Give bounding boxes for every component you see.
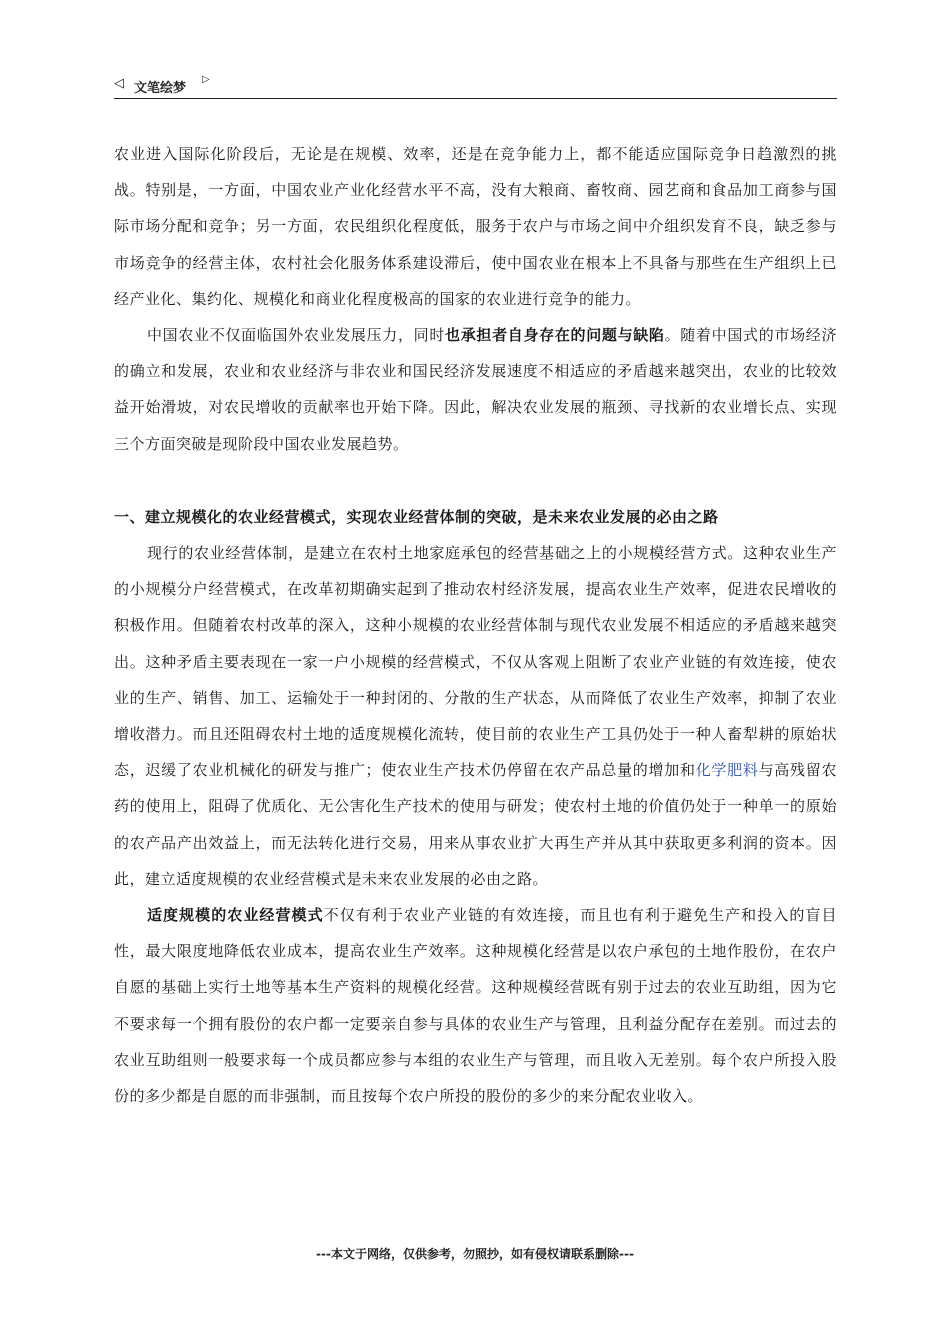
paragraph-4-emphasis: 适度规模的农业经营模式 bbox=[147, 906, 324, 925]
page-footer: ---本文于网络，仅供参考，勿照抄，如有侵权请联系删除--- bbox=[316, 1247, 634, 1261]
document-body bbox=[114, 136, 837, 1114]
page-header bbox=[114, 72, 837, 99]
paragraph-3-text-b: 与高残留农药的使用上，阻碍了优质化、无公害化生产技术的使用与研发；使农村土地的价值仍处于一种单一的原始的农产品产出效益上，而无法转化进行交易，用来从事农业扩大再生产并从其中获取更多利润的资本。因此，建立适度规模的农业经营模式是未来农业发展的必由之路。 bbox=[114, 761, 837, 888]
paragraph-1: 农业进入国际化阶段后，无论是在规模、效率，还是在竞争能力上，都不能适应国际竞争日趋激烈的挑战。特别是，一方面，中国农业产业化经营水平不高，没有大粮商、畜牧商、园艺商和食品加工商参与国际市场分配和竞争；另一方面，农民组织化程度低，服务于农户与市场之间中介组织发育不良，缺乏参与市场竞争的经营主体，农村社会化服务体系建设滞后，使中国农业在根本上不具备与那些在生产组织上已经产业化、集约化、规模化和商业化程度极高的国家的农业进行竞争的能力。 bbox=[114, 145, 837, 308]
paragraph-3-text-a: 现行的农业经营体制，是建立在农村土地家庭承包的经营基础之上的小规模经营方式。这种农业生产的小规模分户经营模式，在改革初期确实起到了推动农村经济发展，提高农业生产效率，促进农民增收的积极作用。但随着农村改革的深入，这种小规模的农业经营体制与现代农业发展不相适应的矛盾越来越突出。这种矛盾主要表现在一家一户小规模的经营模式，不仅从客观上阻断了农业产业链的有效连接，使农业的生产、销售、加工、运输处于一种封闭的、分散的生产状态，从而降低了农业生产效率，抑制了农业增收潜力。而且还阻碍农村土地的适度规模化流转，使目前的农业生产工具仍处于一种人畜犁耕的原始状态，迟缓了农业机械化的研发与推广；使农业生产技术仍停留在农产品总量的增加和 bbox=[114, 544, 837, 780]
left-triangle-icon: ◁ bbox=[114, 76, 124, 91]
fertilizer-link[interactable]: 化学肥料 bbox=[695, 761, 759, 780]
paragraph-2-text-c: 。随着中国式的市场经济的确立和发展，农业和农业经济与非农业和国民经济发展速度不相适应的矛盾越来越突出，农业的比较效益开始滑坡，对农民增收的贡献率也开始下降。因此，解决农业发展的瓶颈、寻找新的农业增长点、实现三个方面突破是现阶段中国农业发展趋势。 bbox=[114, 326, 837, 453]
paragraph-2 bbox=[114, 317, 837, 462]
paragraph-3 bbox=[114, 535, 837, 897]
section-heading-1: 一、建立规模化的农业经营模式，实现农业经营体制的突破，是未来农业发展的必由之路 bbox=[114, 507, 719, 526]
paragraph-2-emphasis: 也承担者自身存在的问题与缺陷 bbox=[445, 326, 665, 345]
paragraph-4-text: 不仅有利于农业产业链的有效连接，而且也有利于避免生产和投入的盲目性，最大限度地降低农业成本，提高农业生产效率。这种规模化经营是以农户承包的土地作股份，在农户自愿的基础上实行土地等基本生产资料的规模化经营。这种规模经营既有别于过去的农业互助组，因为它不要求每一个拥有股份的农户都一定要亲自参与具体的农业生产与管理，且利益分配存在差别。而过去的农业互助组则一般要求每一个成员都应参与本组的农业生产与管理，而且收入无差别。每个农户所投入股份的多少都是自愿的而非强制，而且按每个农户所投的股份的多少的来分配农业收入。 bbox=[114, 906, 837, 1106]
right-triangle-icon: ▷ bbox=[202, 74, 210, 85]
header-title: 文笔绘梦 bbox=[134, 81, 187, 96]
paragraph-4 bbox=[114, 897, 837, 1114]
paragraph-2-text-a: 中国农业不仅面临国外农业发展压力，同时 bbox=[147, 326, 446, 345]
